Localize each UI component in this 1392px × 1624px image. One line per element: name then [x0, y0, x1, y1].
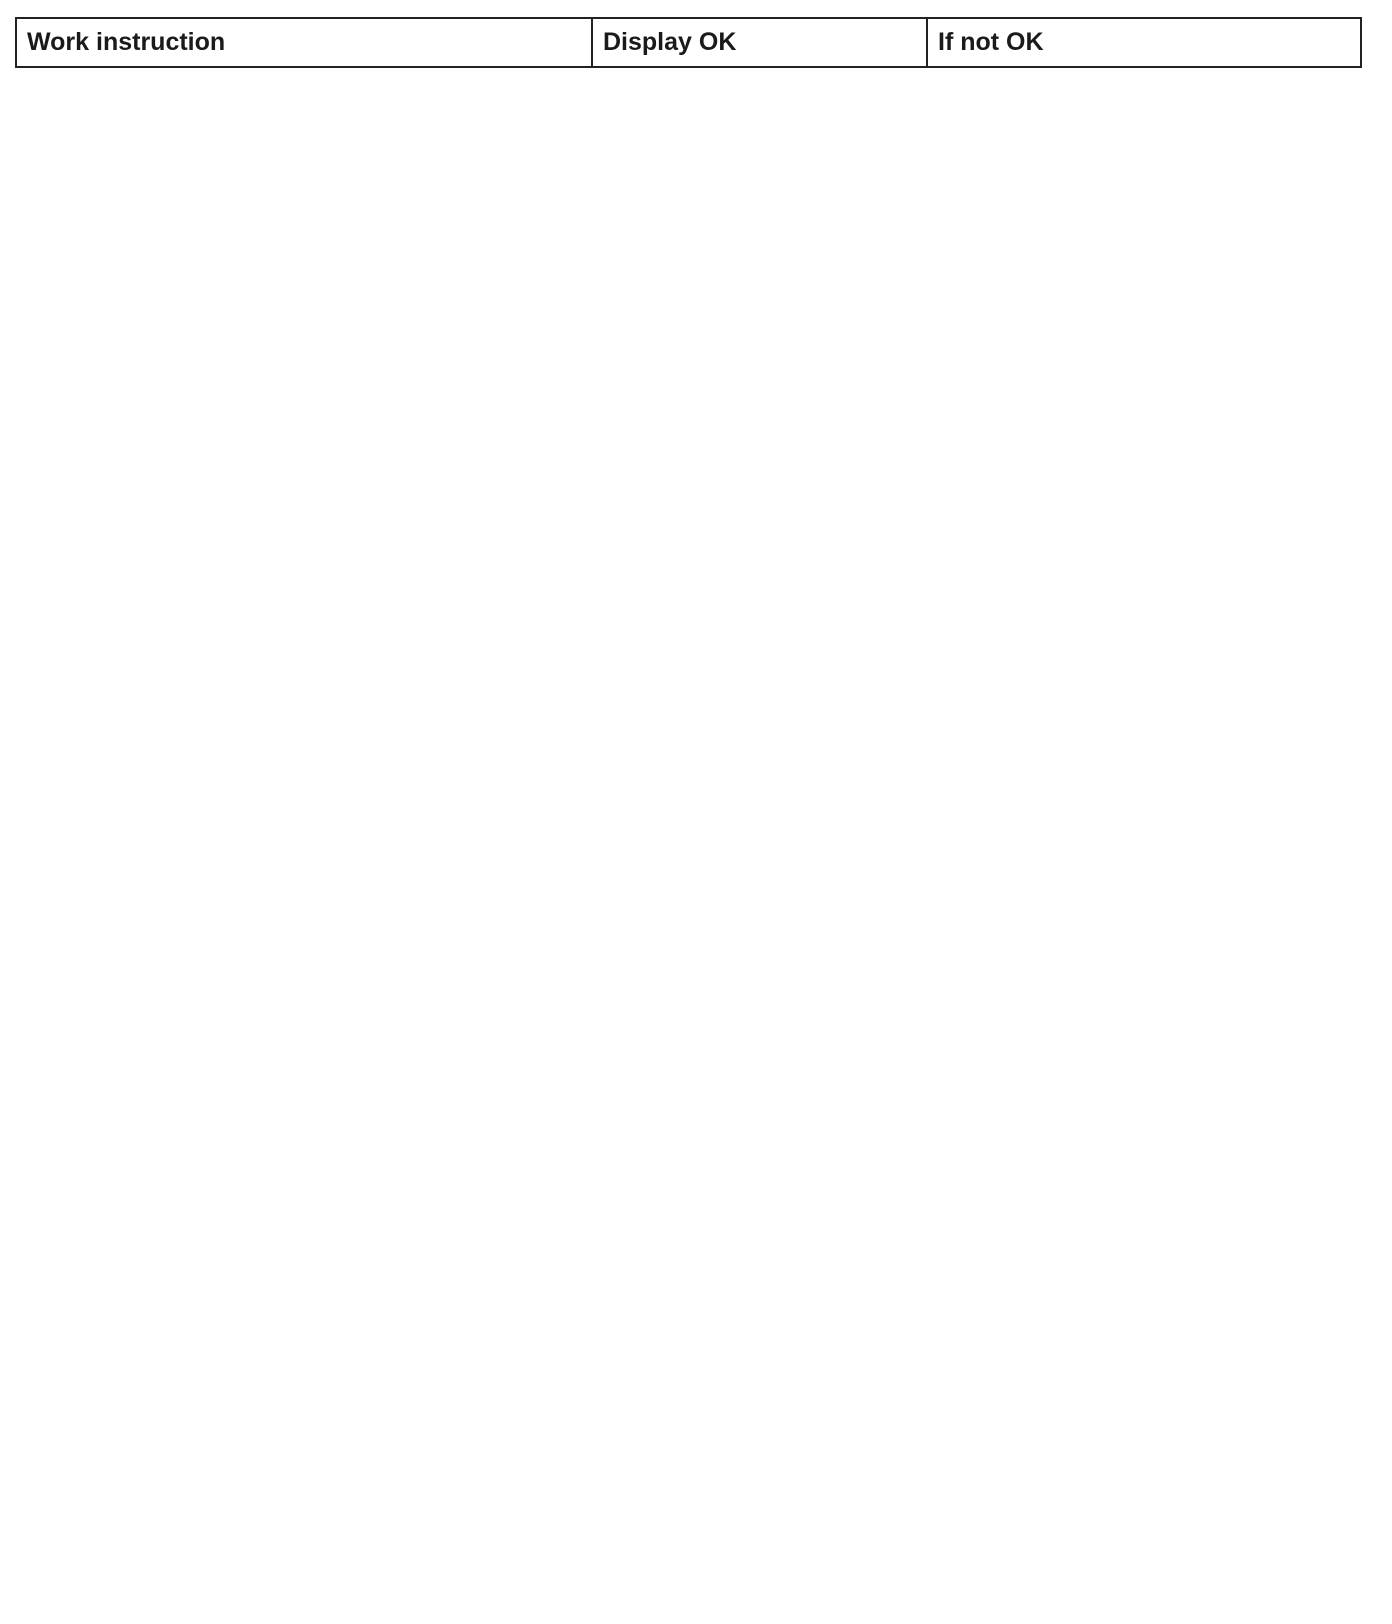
- work-instruction-sheet: [15, 17, 1362, 68]
- header-work-instruction: Work instruction: [16, 18, 592, 67]
- table-header-row: [16, 18, 1361, 67]
- header-if-not-ok: If not OK: [927, 18, 1361, 67]
- header-display-ok: Display OK: [592, 18, 927, 67]
- work-instruction-table: [15, 17, 1362, 68]
